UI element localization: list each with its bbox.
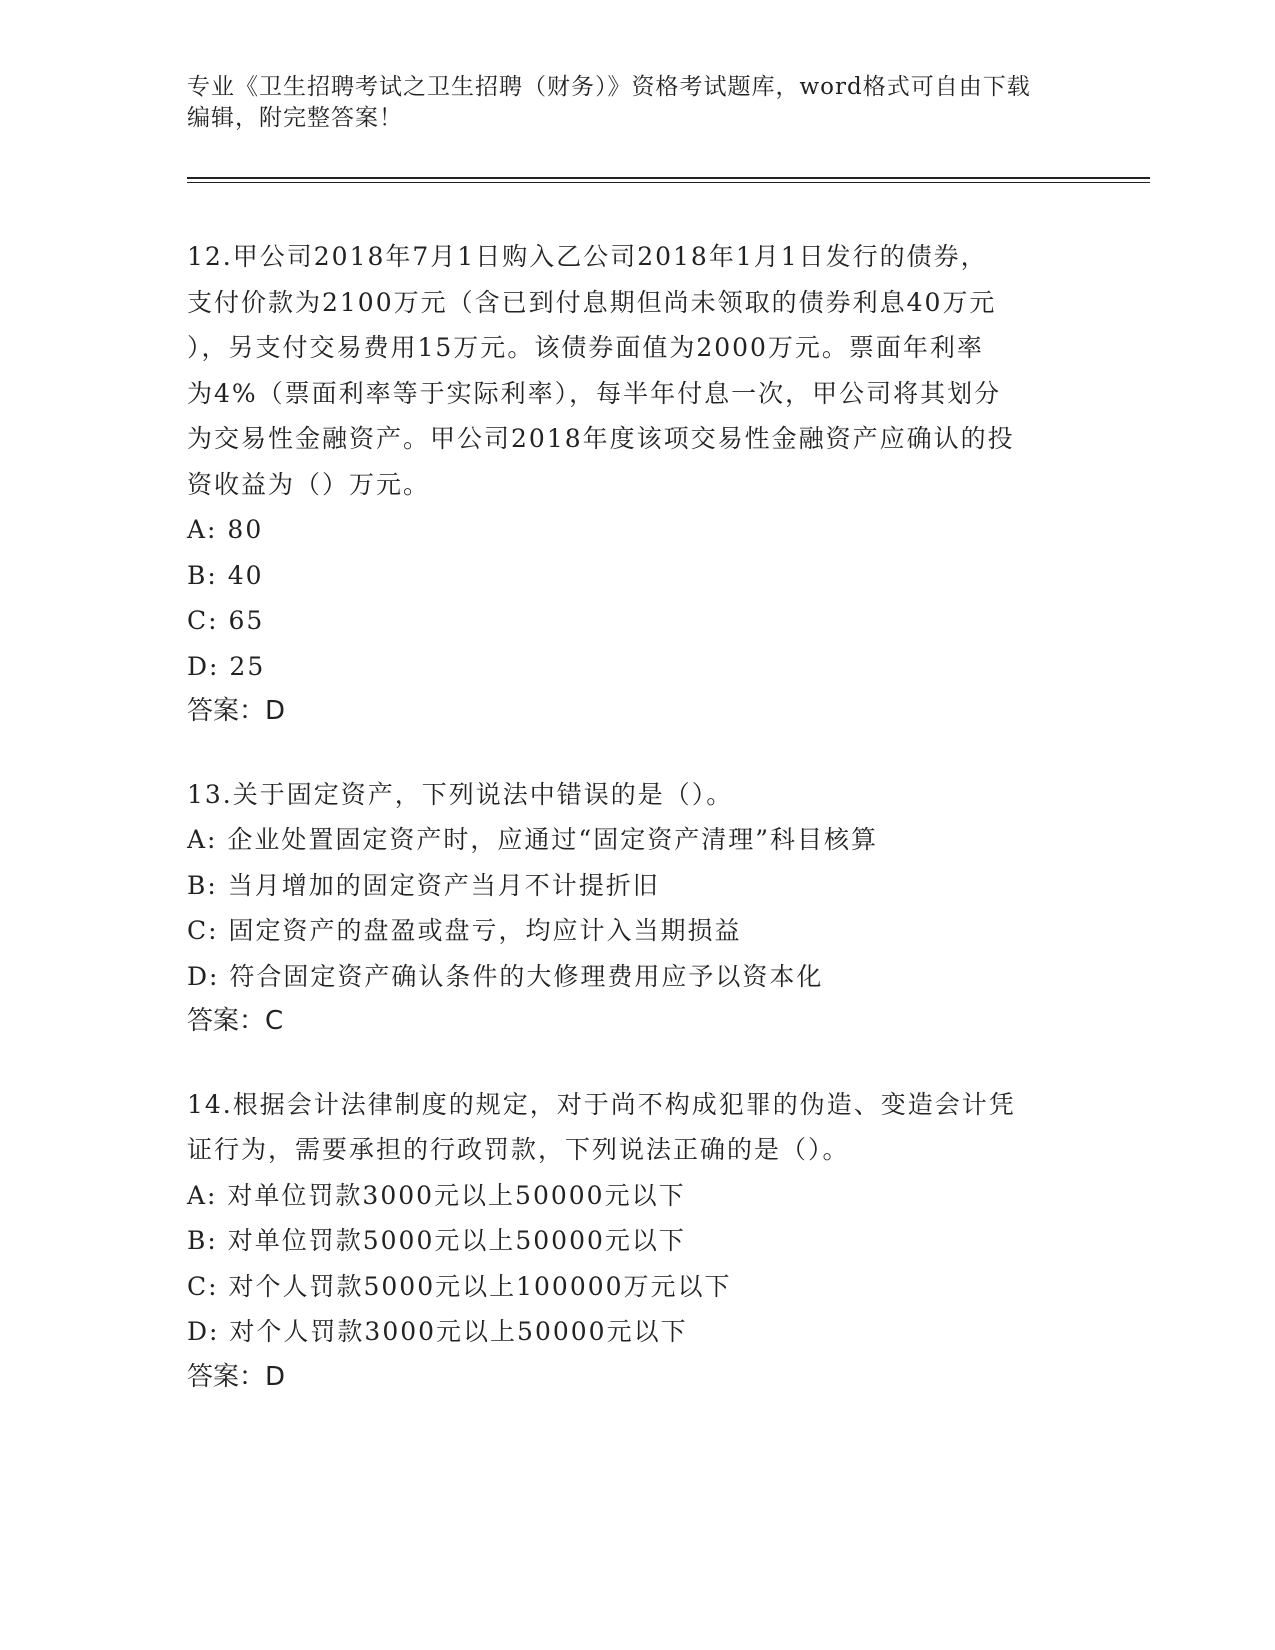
option-d: D: 25 [187,651,266,681]
option-d: D: 符合固定资产确认条件的大修理费用应予以资本化 [187,961,824,991]
question-stem [187,1082,1077,1173]
answer: 答案：C [187,1006,284,1036]
option-a: A: 80 [187,515,264,544]
question-13 [187,772,1077,1045]
stem-line: 支付价款为2100万元（含已到付息期但尚未领取的债券利息40万元 [187,287,997,317]
stem-line: 证行为，需要承担的行政罚款，下列说法正确的是（）。 [187,1135,850,1164]
stem-line: 13.关于固定资产，下列说法中错误的是（）。 [187,779,734,809]
question-stem [187,234,1077,507]
option-d: D: 对个人罚款3000元以上50000元以下 [187,1317,688,1346]
stem-line: ），另支付交易费用15万元。该债券面值为2000万元。票面年利率 [187,333,984,362]
option-a: A: 企业处置固定资产时，应通过“固定资产清理”科目核算 [187,825,878,854]
header-divider [187,177,1150,179]
option-c: C: 固定资产的盘盈或盘亏，均应计入当期损益 [187,916,742,945]
option-b: B: 40 [187,560,264,590]
header-line: 编辑，附完整答案！ [187,105,403,131]
answer: 答案：D [187,696,286,726]
stem-line: 12.甲公司2018年7月1日购入乙公司2018年1月1日发行的债券， [187,242,988,271]
stem-line: 14.根据会计法律制度的规定，对于尚不构成犯罪的伪造、变造会计凭 [187,1089,1016,1119]
option-c: C: 对个人罚款5000元以上100000万元以下 [187,1271,732,1301]
question-stem [187,772,1077,818]
header-line: 专业《卫生招聘考试之卫生招聘（财务）》资格考试题库，word格式可自由下载 [187,74,1031,100]
stem-line: 资收益为（）万元。 [187,469,431,499]
option-c: C: 65 [187,606,265,635]
stem-line: 为交易性金融资产。甲公司2018年度该项交易性金融资产应确认的投 [187,424,1015,453]
stem-line: 为4%（票面利率等于实际利率），每半年付息一次，甲公司将其划分 [187,378,1002,408]
option-b: B: 对单位罚款5000元以上50000元以下 [187,1226,686,1255]
header-divider [187,182,1150,183]
option-a: A: 对单位罚款3000元以上50000元以下 [187,1180,686,1210]
question-list [187,234,1077,1437]
option-b: B: 当月增加的固定资产当月不计提折旧 [187,870,660,900]
question-12 [187,234,1077,735]
question-14 [187,1082,1077,1401]
answer: 答案：D [187,1361,286,1392]
document-header [187,72,1087,134]
